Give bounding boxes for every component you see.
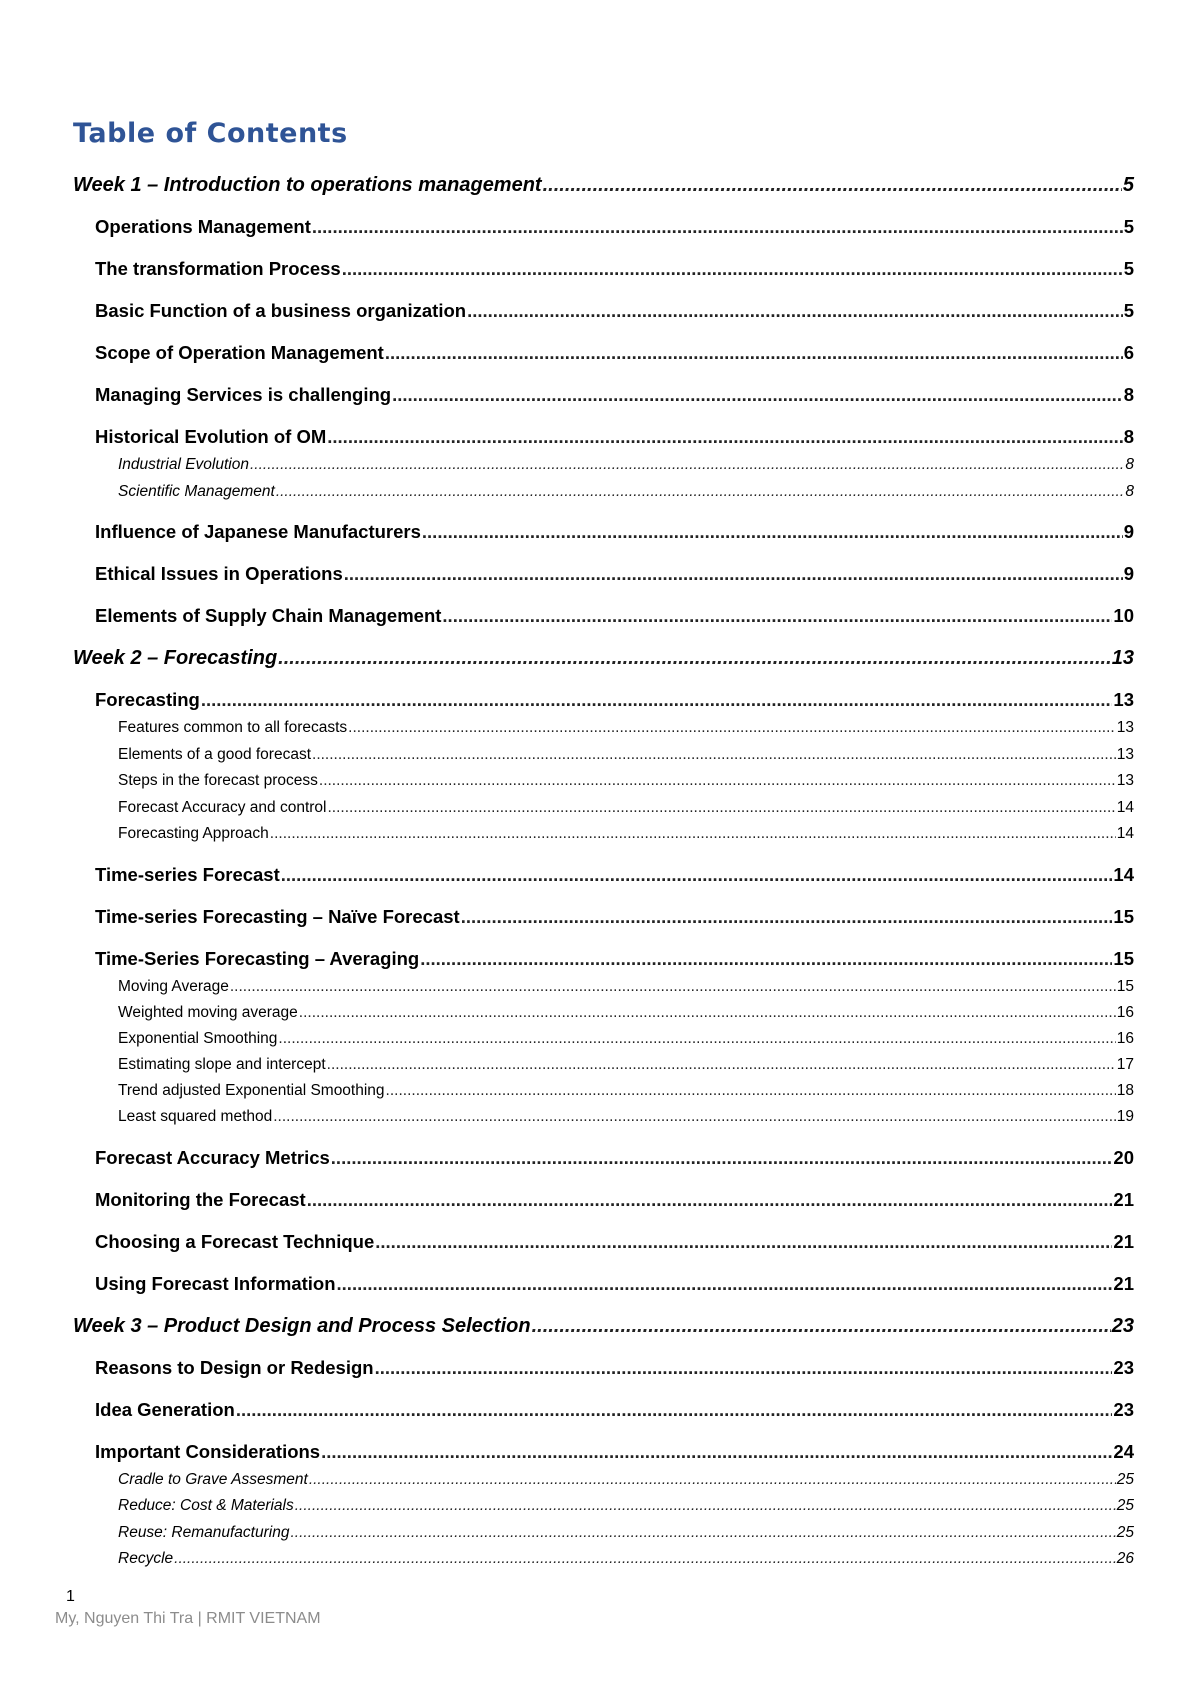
toc-entry-page: 25 [1116,1524,1134,1541]
toc-entry-page: 10 [1113,605,1134,626]
toc-entry-label: Scientific Management [118,483,275,500]
toc-entry[interactable] [95,384,1134,406]
dot-leader [420,948,1112,970]
toc-entry[interactable] [95,1357,1134,1379]
toc-entry-page: 25 [1116,1471,1134,1488]
dot-leader [375,1357,1113,1379]
toc-entry-page: 23 [1113,1399,1134,1420]
toc-entry[interactable] [118,978,1134,996]
dot-leader [321,1441,1112,1463]
toc-entry[interactable] [118,1082,1134,1100]
toc-entry-page: 8 [1123,426,1134,447]
toc-entry[interactable] [118,456,1134,474]
toc-entry-label: Features common to all forecasts [118,719,348,736]
dot-leader [337,1273,1113,1295]
toc-entry-page: 8 [1125,483,1134,500]
toc-entry-label: Forecasting Approach [118,825,269,842]
toc-entry-label: Time-series Forecast [95,864,280,885]
toc-entry[interactable] [95,1231,1134,1253]
dot-leader [299,1004,1116,1022]
toc-entry-label: Reduce: Cost & Materials [118,1497,294,1514]
toc-entry[interactable] [95,300,1134,322]
toc-entry[interactable] [95,426,1134,448]
toc-entry-label: Moving Average [118,978,229,995]
toc-entry-week-1[interactable] [73,174,1134,197]
dot-leader [319,772,1116,790]
toc-entry-page: 6 [1123,342,1134,363]
toc-entry-label: Reasons to Design or Redesign [95,1357,374,1378]
toc-entry-page: 13 [1113,689,1134,710]
dot-leader [307,1189,1113,1211]
toc-entry-page: 16 [1116,1030,1134,1047]
toc-entry-page: 14 [1116,799,1134,816]
toc-entry[interactable] [118,1497,1134,1515]
toc-entry[interactable] [95,521,1134,543]
toc-entry[interactable] [95,864,1134,886]
toc-entry-label: Monitoring the Forecast [95,1189,306,1210]
toc-entry-label: Weighted moving average [118,1004,298,1021]
dot-leader [422,521,1123,543]
toc-entry[interactable] [118,825,1134,843]
toc-entry-page: 14 [1113,864,1134,885]
toc-entry-label: Forecast Accuracy and control [118,799,327,816]
dot-leader [236,1399,1113,1421]
dot-leader [386,1082,1116,1100]
toc-entry-label: Choosing a Forecast Technique [95,1231,375,1252]
page-footer: My, Nguyen Thi Tra | RMIT VIETNAM [55,1610,321,1627]
toc-entry-page: 5 [1123,258,1134,279]
dot-leader [295,1497,1116,1515]
toc-entry-label: Operations Management [95,216,311,237]
toc-entry-label: Ethical Issues in Operations [95,563,343,584]
toc-entry[interactable] [118,772,1134,790]
toc-entry-label: Steps in the forecast process [118,772,318,789]
dot-leader [543,174,1122,197]
toc-entry[interactable] [95,1147,1134,1169]
dot-leader [348,719,1116,737]
toc-entry-page: 5 [1123,300,1134,321]
toc-entry-page: 15 [1116,978,1134,995]
toc-entry-label: Trend adjusted Exponential Smoothing [118,1082,385,1099]
toc-entry-label: Time-Series Forecasting – Averaging [95,948,420,969]
toc-entry-page: 19 [1116,1108,1134,1125]
toc-entry-label: Idea Generation [95,1399,235,1420]
toc-entry-page: 13 [1116,772,1134,789]
toc-entry[interactable] [118,719,1134,737]
toc-entry-page: 13 [1116,719,1134,736]
toc-entry[interactable] [95,948,1134,970]
toc-entry-page: 8 [1123,384,1134,405]
dot-leader [532,1315,1111,1338]
toc-entry-label: Using Forecast Information [95,1273,336,1294]
toc-entry[interactable] [118,483,1134,501]
toc-entry-page: 15 [1113,906,1134,927]
toc-entry-page: 24 [1113,1441,1134,1462]
toc-entry-page: 21 [1113,1273,1134,1294]
toc-entry-page: 21 [1113,1231,1134,1252]
dot-leader [328,799,1116,817]
toc-entry-label: Estimating slope and intercept [118,1056,326,1073]
toc-entry[interactable] [95,1441,1134,1463]
dot-leader [312,216,1123,238]
dot-leader [375,1231,1112,1253]
toc-entry-page: 23 [1113,1357,1134,1378]
toc-entry-label: Week 3 – Product Design and Process Selection [73,1315,531,1337]
toc-entry-label: Managing Services is challenging [95,384,392,405]
toc-entry-page: 13 [1111,647,1134,669]
toc-entry[interactable] [118,1004,1134,1022]
toc-entry[interactable] [118,1471,1134,1489]
toc-entry-page: 20 [1113,1147,1134,1168]
toc-entry[interactable] [118,1550,1134,1568]
dot-leader [201,689,1113,711]
toc-entry[interactable] [95,563,1134,585]
dot-leader [273,1108,1116,1126]
toc-entry-page: 17 [1116,1056,1134,1073]
toc-entry-page: 16 [1116,1004,1134,1021]
toc-entry-page: 21 [1113,1189,1134,1210]
dot-leader [385,342,1123,364]
toc-entry[interactable] [95,216,1134,238]
toc-entry-week-3[interactable] [73,1315,1134,1338]
toc-entry-page: 26 [1116,1550,1134,1567]
toc-entry[interactable] [118,1030,1134,1048]
toc-entry[interactable] [95,1189,1134,1211]
dot-leader [174,1550,1116,1568]
toc-entry-label: Elements of Supply Chain Management [95,605,442,626]
toc-entry-label: Historical Evolution of OM [95,426,327,447]
toc-entry-label: Recycle [118,1550,174,1567]
toc-entry-label: Least squared method [118,1108,273,1125]
toc-entry-page: 9 [1123,563,1134,584]
toc-entry-week-2[interactable] [73,647,1134,670]
toc-title: Table of Contents [73,118,348,149]
toc-entry-label: Cradle to Grave Assesment [118,1471,308,1488]
toc-entry[interactable] [118,799,1134,817]
dot-leader [392,384,1123,406]
toc-entry-page: 15 [1113,948,1134,969]
toc-entry-page: 8 [1125,456,1134,473]
toc-entry-label: Exponential Smoothing [118,1030,278,1047]
toc-entry[interactable] [95,605,1134,627]
dot-leader [327,1056,1116,1074]
toc-entry-label: Forecast Accuracy Metrics [95,1147,330,1168]
dot-leader [331,1147,1113,1169]
toc-entry[interactable] [95,906,1134,928]
toc-entry[interactable] [118,1056,1134,1074]
dot-leader [342,258,1123,280]
toc-entry-page: 9 [1123,521,1134,542]
toc-entry-page: 5 [1122,174,1134,196]
toc-entry-label: Influence of Japanese Manufacturers [95,521,421,542]
dot-leader [276,483,1125,501]
toc-entry[interactable] [95,258,1134,280]
dot-leader [467,300,1123,322]
toc-entry-label: Week 1 – Introduction to operations management [73,174,542,196]
toc-entry-label: The transformation Process [95,258,341,279]
toc-entry[interactable] [118,746,1134,764]
toc-entry-page: 13 [1116,746,1134,763]
dot-leader [461,906,1113,928]
toc-entry[interactable] [118,1524,1134,1542]
dot-leader [312,746,1116,764]
toc-entry[interactable] [95,1399,1134,1421]
toc-entry-label: Reuse: Remanufacturing [118,1524,290,1541]
toc-entry-label: Scope of Operation Management [95,342,384,363]
toc-entry[interactable] [95,689,1134,711]
dot-leader [344,563,1123,585]
toc-entry-page: 18 [1116,1082,1134,1099]
dot-leader [442,605,1112,627]
dot-leader [230,978,1116,996]
page-number: 1 [66,1588,75,1605]
toc-entry-label: Elements of a good forecast [118,746,312,763]
dot-leader [281,864,1113,886]
toc-entry-label: Basic Function of a business organization [95,300,467,321]
dot-leader [309,1471,1116,1489]
toc-entry[interactable] [95,1273,1134,1295]
dot-leader [278,647,1111,670]
toc-entry-label: Week 2 – Forecasting [73,647,278,669]
toc-entry-label: Industrial Evolution [118,456,249,473]
dot-leader [290,1524,1115,1542]
toc-entry[interactable] [118,1108,1134,1126]
toc-entry-label: Forecasting [95,689,200,710]
toc-entry-page: 25 [1116,1497,1134,1514]
dot-leader [250,456,1124,474]
toc-entry-page: 5 [1123,216,1134,237]
dot-leader [278,1030,1115,1048]
toc-entry-label: Time-series Forecasting – Naïve Forecast [95,906,460,927]
toc-entry-page: 23 [1111,1315,1134,1337]
toc-entry-label: Important Considerations [95,1441,321,1462]
dot-leader [270,825,1116,843]
toc-entry-page: 14 [1116,825,1134,842]
dot-leader [327,426,1122,448]
toc-entry[interactable] [95,342,1134,364]
